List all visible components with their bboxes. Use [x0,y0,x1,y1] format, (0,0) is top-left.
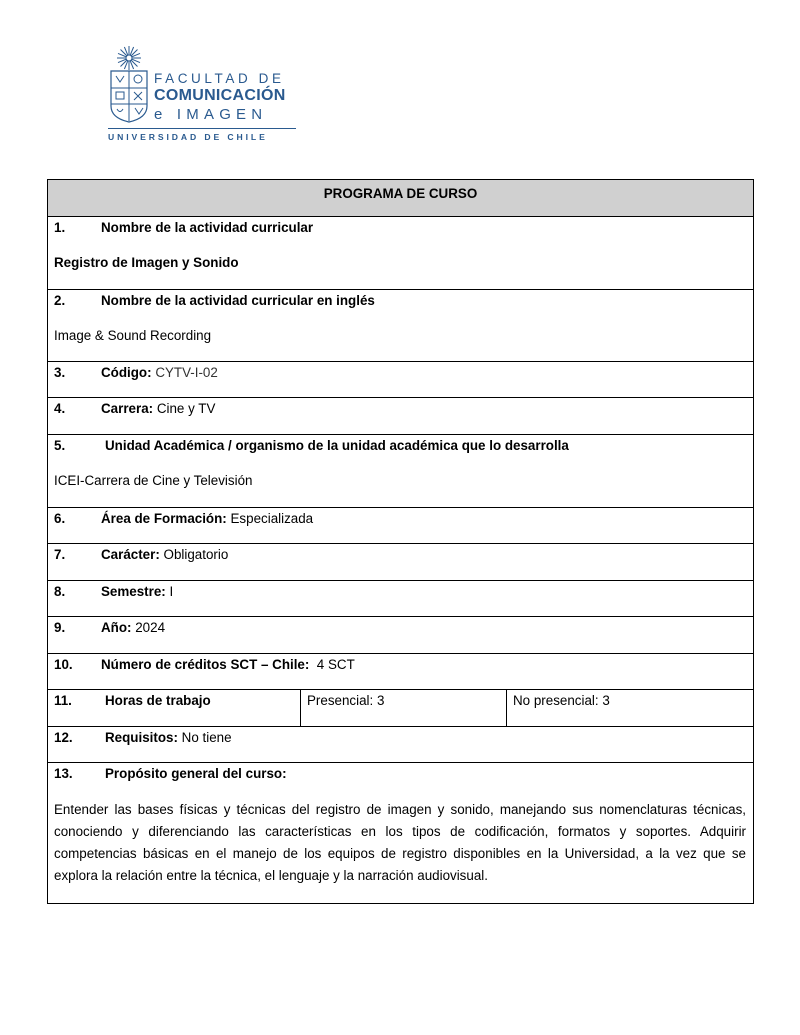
item-number: 11. [54,693,72,708]
university-seal-icon [108,44,150,124]
item-label: Propósito general del curso: [105,766,287,781]
logo-image-line [154,106,267,123]
item-label: Año: [101,620,132,635]
item-number: 10. [54,657,73,672]
credits-value: 4 SCT [316,657,355,672]
row-credits [48,653,753,689]
item-label: Área de Formación: [101,511,227,526]
requirements-value: No tiene [181,730,232,745]
logo-communication-text: COMUNICACIÓN [154,87,286,104]
semester-value: I [169,584,174,599]
table-title: PROGRAMA DE CURSO [48,180,753,216]
presencial-hours: Presencial: 3 [307,693,385,708]
cell-divider [300,690,301,726]
item-label: Semestre: [101,584,166,599]
activity-name-english-value: Image & Sound Recording [54,328,212,343]
item-number: 4. [54,401,66,416]
item-label: Número de créditos SCT – Chile: [101,657,310,672]
course-program-table [47,179,754,904]
row-character [48,543,753,580]
logo-e-text: e [154,106,168,123]
cell-divider [506,690,507,726]
row-work-hours [48,689,753,726]
code-value: CYTV-I-02 [155,365,218,380]
item-label: Carrera: [101,401,154,416]
row-year [48,616,753,653]
activity-name-value: Registro de Imagen y Sonido [54,255,239,270]
year-value: 2024 [135,620,166,635]
row-academic-unit [48,434,753,507]
item-label: Horas de trabajo [105,693,211,708]
row-code [48,361,753,397]
row-purpose [48,762,753,903]
item-label: Requisitos: [105,730,178,745]
row-training-area [48,507,753,543]
logo-divider [108,128,296,129]
item-label: Unidad Académica / organismo de la unidad académica que lo desarrolla [105,438,569,453]
row-requirements [48,726,753,762]
faculty-logo [108,44,308,144]
item-label: Carácter: [101,547,160,562]
item-number: 1. [54,220,66,235]
item-label: Nombre de la actividad curricular en inglés [101,293,375,308]
item-label: Código: [101,365,152,380]
row-activity-name [48,216,753,289]
item-label: Nombre de la actividad curricular [101,220,314,235]
item-number: 6. [54,511,66,526]
row-activity-name-english [48,289,753,361]
purpose-paragraph: Entender las bases físicas y técnicas del registro de imagen y sonido, manejando sus nomenclaturas técnicas, conociendo y diferenciando las características en los tipos de codificación, formatos y soportes. Adquirir competencias básicas en el manejo de los equipos de registro disponibles en la Universidad, a la vez que se explora la relación entre la técnica, el lenguaje y la narración audiovisual. [54,802,746,883]
logo-university-text: UNIVERSIDAD DE CHILE [108,132,268,142]
logo-image-text: IMAGEN [176,106,268,123]
item-number: 7. [54,547,66,562]
item-number: 2. [54,293,66,308]
career-value: Cine y TV [156,401,216,416]
training-area-value: Especializada [230,511,314,526]
item-number: 5. [54,438,66,453]
logo-faculty-text: FACULTAD DE [154,71,285,86]
row-career [48,397,753,434]
academic-unit-value: ICEI-Carrera de Cine y Televisión [54,473,253,488]
row-semester [48,580,753,616]
item-number: 9. [54,620,66,635]
item-number: 12. [54,730,73,745]
item-number: 8. [54,584,66,599]
character-value: Obligatorio [163,547,229,562]
item-number: 13. [54,766,73,781]
item-number: 3. [54,365,66,380]
no-presencial-hours: No presencial: 3 [513,693,610,708]
